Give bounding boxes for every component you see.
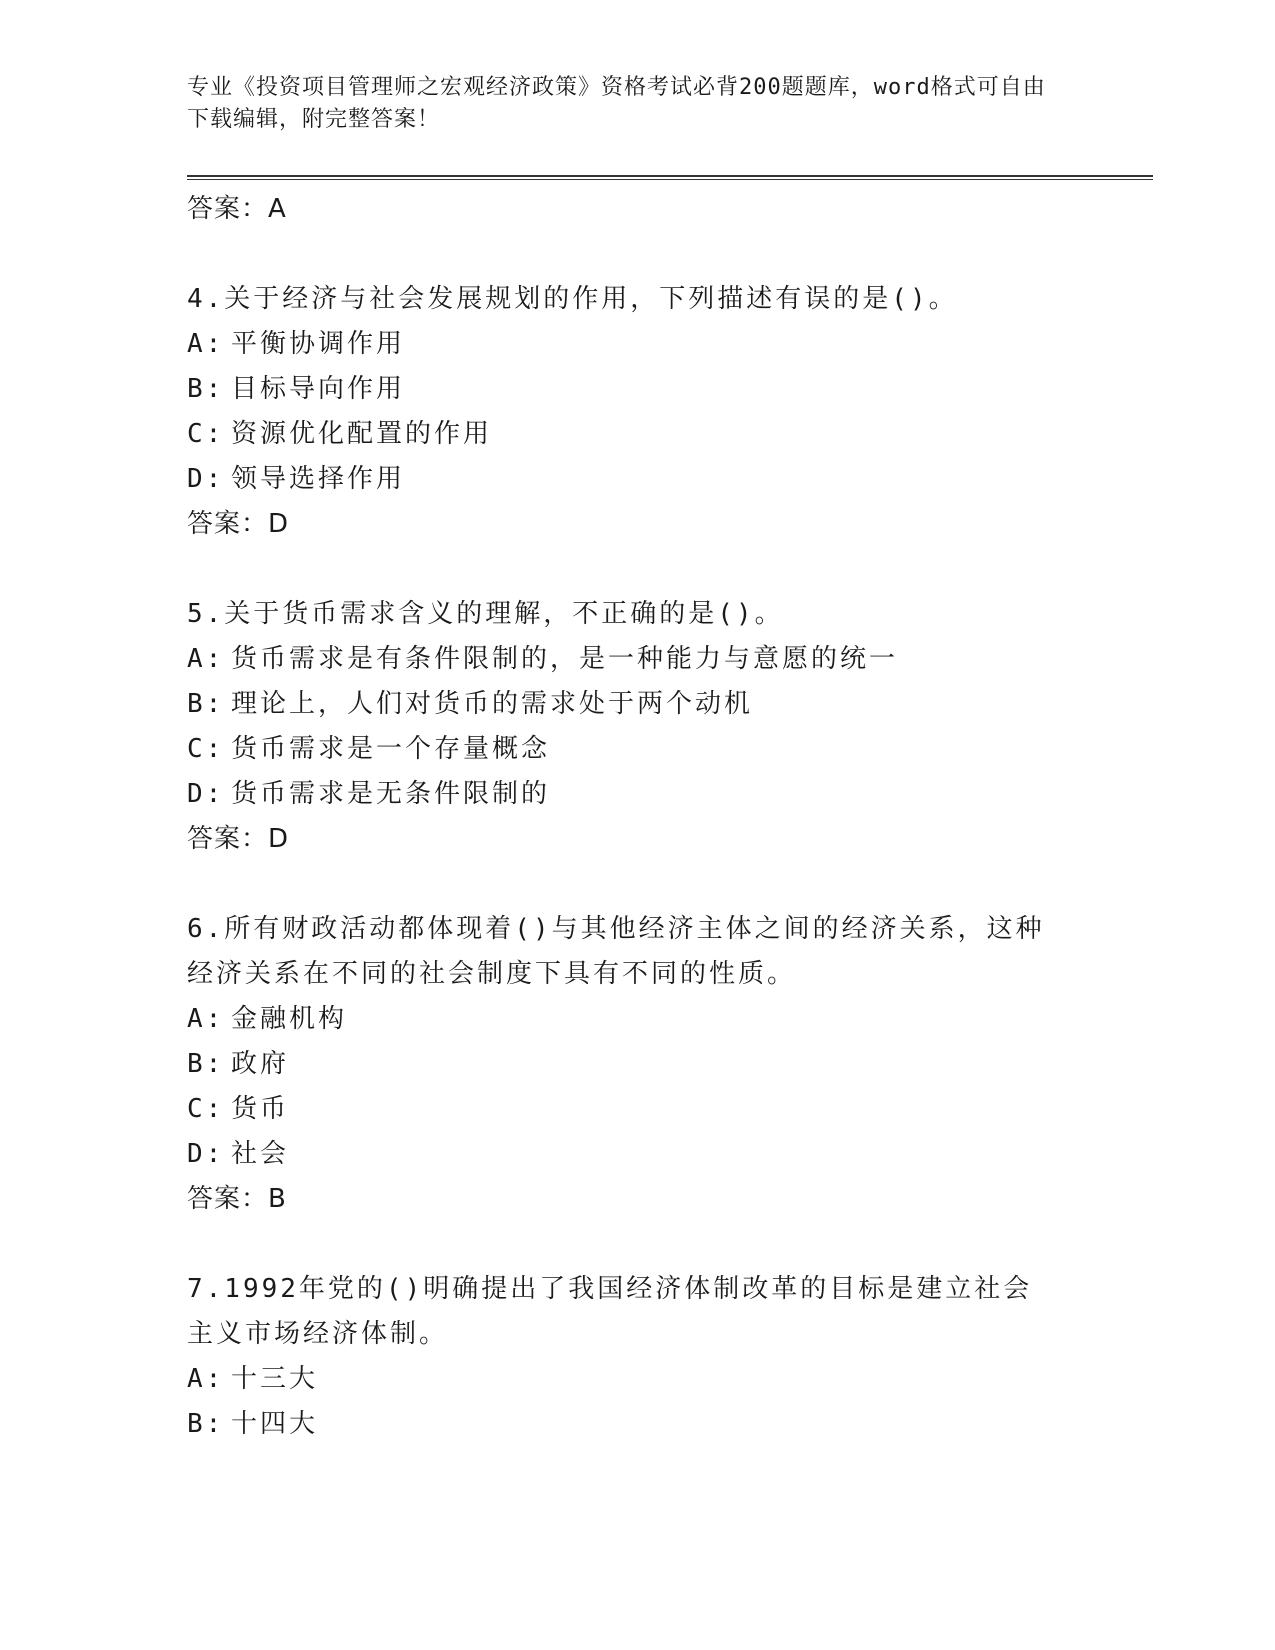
option-text: 货币需求是无条件限制的 <box>231 779 551 809</box>
question-block <box>187 592 1087 862</box>
option-text: 资源优化配置的作用 <box>231 419 493 449</box>
question-block <box>187 1267 1087 1447</box>
question-option <box>187 457 1087 502</box>
option-label: B: <box>187 689 225 719</box>
option-label: D: <box>187 779 225 809</box>
option-text: 货币 <box>231 1094 290 1124</box>
option-label: C: <box>187 419 225 449</box>
question-stem: 7.1992年党的()明确提出了我国经济体制改革的目标是建立社会主义市场经济体制。 <box>187 1274 1033 1349</box>
question-option <box>187 322 1087 367</box>
question-stem: 6.所有财政活动都体现着()与其他经济主体之间的经济关系，这种经济关系在不同的社会制度下具有不同的性质。 <box>187 914 1045 989</box>
option-label: B: <box>187 374 225 404</box>
option-text: 社会 <box>231 1139 290 1169</box>
question-option <box>187 1402 1087 1447</box>
question-block <box>187 907 1087 1222</box>
question-list <box>187 277 1087 1447</box>
option-text: 货币需求是有条件限制的，是一种能力与意愿的统一 <box>231 644 899 674</box>
option-label: C: <box>187 734 225 764</box>
option-text: 金融机构 <box>231 1004 348 1034</box>
question-option <box>187 637 1087 682</box>
question-answer: 答案：D <box>187 509 290 539</box>
question-option <box>187 367 1087 412</box>
option-text: 十四大 <box>231 1409 319 1439</box>
option-label: A: <box>187 329 225 359</box>
option-label: B: <box>187 1409 225 1439</box>
option-label: C: <box>187 1094 225 1124</box>
question-answer: 答案：D <box>187 824 290 854</box>
option-label: A: <box>187 1004 225 1034</box>
question-answer: 答案：B <box>187 1184 287 1214</box>
question-option <box>187 1087 1087 1132</box>
option-label: B: <box>187 1049 225 1079</box>
option-text: 平衡协调作用 <box>231 329 406 359</box>
question-option <box>187 1042 1087 1087</box>
option-label: D: <box>187 464 225 494</box>
document-header: 专业《投资项目管理师之宏观经济政策》资格考试必背200题题库，word格式可自由下载编辑，附完整答案！ <box>187 75 1046 132</box>
option-label: D: <box>187 1139 225 1169</box>
option-text: 目标导向作用 <box>231 374 406 404</box>
question-option <box>187 997 1087 1042</box>
option-text: 理论上，人们对货币的需求处于两个动机 <box>231 689 754 719</box>
document-page <box>187 72 1087 1447</box>
question-option <box>187 412 1087 457</box>
question-option <box>187 1132 1087 1177</box>
question-option <box>187 1357 1087 1402</box>
question-option <box>187 772 1087 817</box>
question-stem: 5.关于货币需求含义的理解，不正确的是()。 <box>187 599 784 629</box>
option-text: 领导选择作用 <box>231 464 406 494</box>
previous-answer: 答案：A <box>187 194 287 224</box>
option-label: A: <box>187 644 225 674</box>
option-text: 政府 <box>231 1049 290 1079</box>
header-divider <box>187 175 1153 180</box>
question-block <box>187 277 1087 547</box>
option-text: 货币需求是一个存量概念 <box>231 734 551 764</box>
question-stem: 4.关于经济与社会发展规划的作用，下列描述有误的是()。 <box>187 284 958 314</box>
option-label: A: <box>187 1364 225 1394</box>
question-option <box>187 682 1087 727</box>
question-option <box>187 727 1087 772</box>
option-text: 十三大 <box>231 1364 319 1394</box>
